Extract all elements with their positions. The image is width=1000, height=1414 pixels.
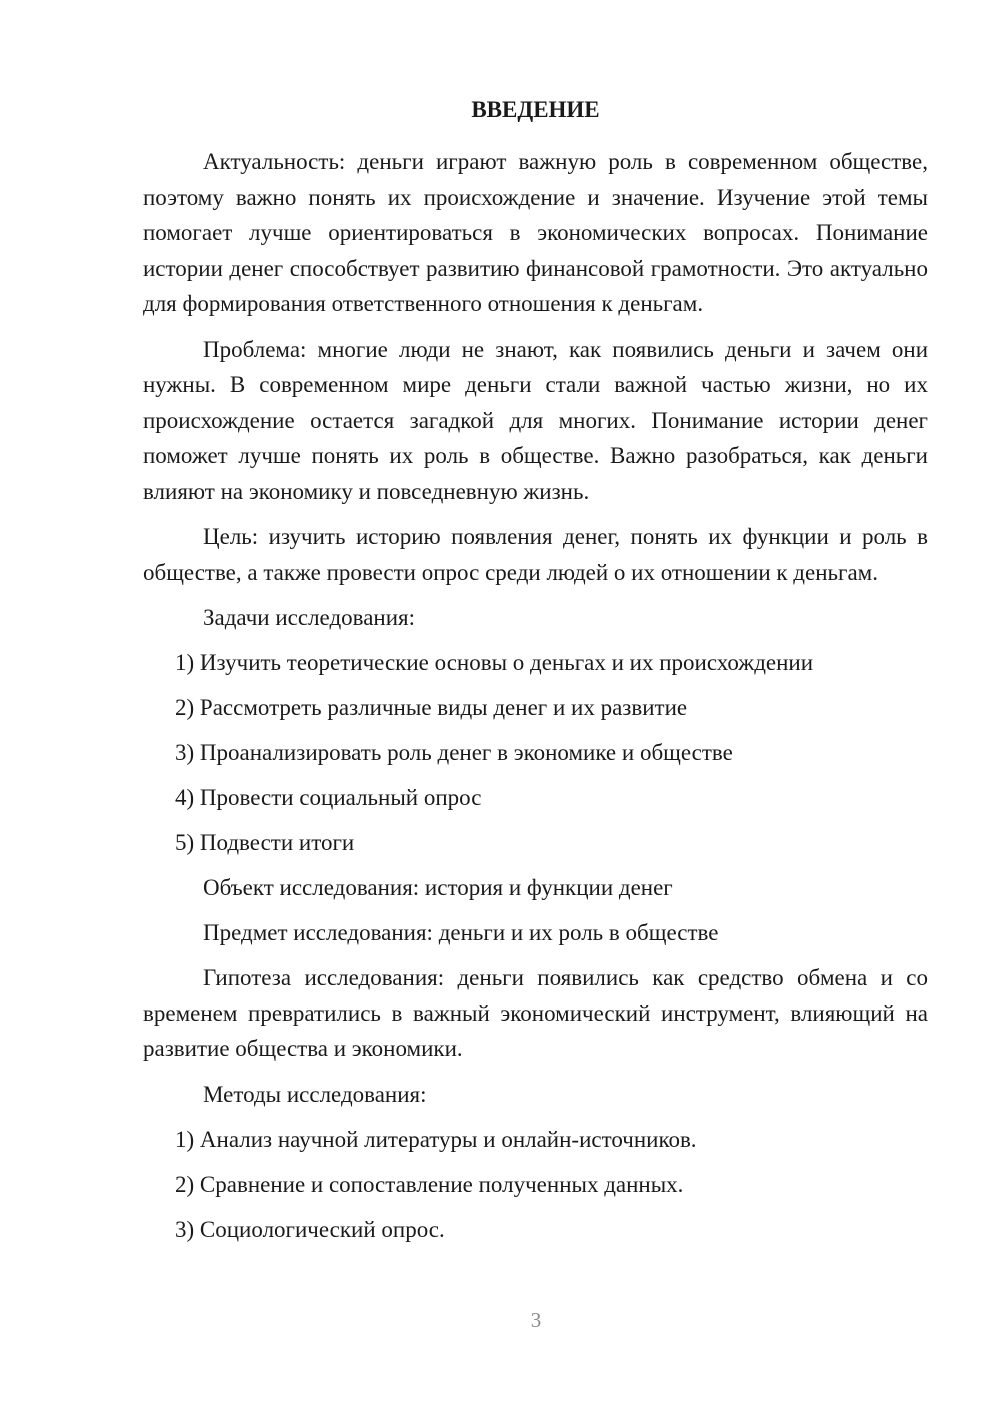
page-number: 3: [530, 1308, 542, 1332]
page-content: [143, 94, 928, 1257]
list-item: 3) Проанализировать роль денег в экономике и обществе: [175, 740, 733, 765]
methods-list: [143, 1122, 928, 1247]
list-item: 5) Подвести итоги: [175, 830, 355, 855]
object-line: Объект исследования: история и функции денег: [203, 875, 673, 900]
problem-paragraph: Проблема: многие люди не знают, как появились деньги и зачем они нужны. В современном мире деньги стали важной частью жизни, но их происхождение остается загадкой для многих. Понимание истории денег поможет лучше понять их роль в обществе. Важно разобраться, как деньги влияют на экономику и повседневную жизнь.: [143, 336, 928, 504]
methods-heading: Методы исследования:: [203, 1081, 427, 1107]
list-item: 2) Рассмотреть различные виды денег и их развитие: [175, 695, 688, 720]
relevance-paragraph: Актуальность: деньги играют важную роль в современном обществе, поэтому важно понять их происхождение и значение. Изучение этой темы помогает лучше ориентироваться в экономических вопросах. Понимание истории денег способствует развитию финансовой грамотности. Это актуально для формирования ответственного отношения к деньгам.: [143, 149, 928, 316]
goal-paragraph: Цель: изучить историю появления денег, понять их функции и роль в обществе, а также провести опрос среди людей о их отношении к деньгам.: [143, 524, 928, 585]
list-item: 2) Сравнение и сопоставление полученных данных.: [175, 1171, 684, 1197]
list-item: 4) Провести социальный опрос: [175, 785, 482, 810]
tasks-list: [143, 645, 928, 860]
list-item: 3) Социологический опрос.: [175, 1216, 445, 1242]
hypothesis-paragraph: Гипотеза исследования: деньги появились как средство обмена и со временем превратились в важный экономический инструмент, влияющий на развитие общества и экономики.: [143, 965, 928, 1061]
list-item: 1) Анализ научной литературы и онлайн-источников.: [175, 1126, 697, 1152]
page-title: ВВЕДЕНИЕ: [471, 97, 600, 122]
list-item: 1) Изучить теоретические основы о деньгах и их происхождении: [175, 650, 814, 675]
subject-line: Предмет исследования: деньги и их роль в обществе: [203, 920, 719, 945]
tasks-heading: Задачи исследования:: [203, 605, 416, 630]
